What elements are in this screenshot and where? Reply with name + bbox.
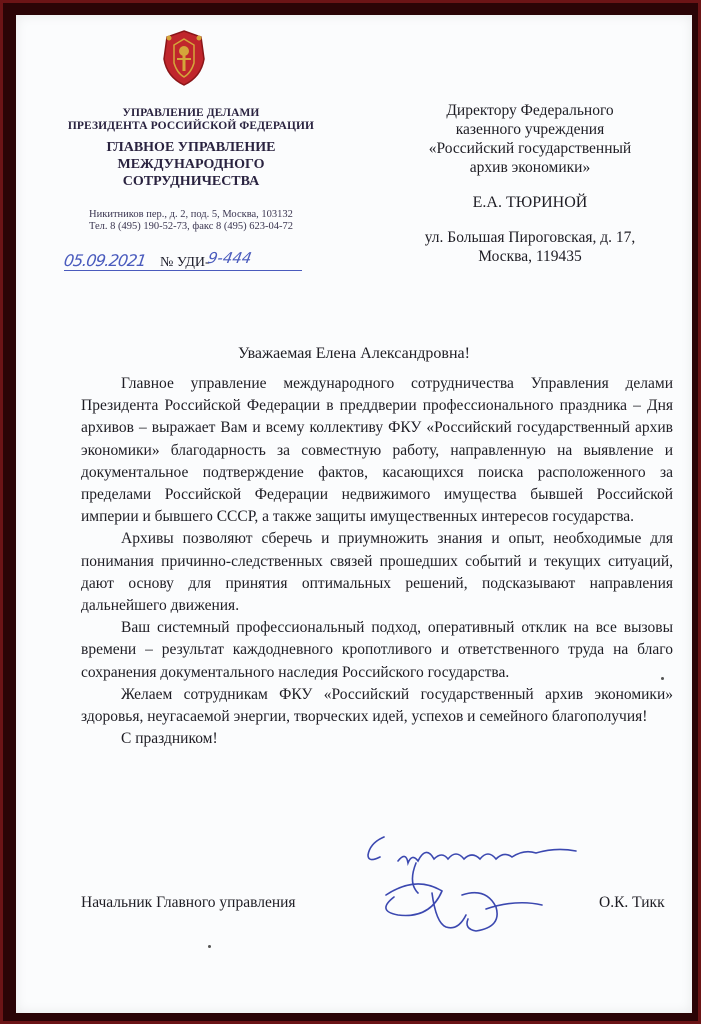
signatory-position: Начальник Главного управления — [81, 894, 296, 911]
handwritten-signature — [346, 823, 606, 943]
paper-speck — [661, 677, 664, 680]
dept-name-line3: СОТРУДНИЧЕСТВА — [122, 174, 260, 189]
registration-date: 05.09.2021 — [62, 251, 147, 270]
registration-label: № УДИ- — [160, 255, 210, 270]
recipient-block — [380, 101, 680, 266]
paragraph: Главное управление международного сотрудничества Управления делами Президента Российской Федерации в преддверии профессионального праздника – Дня архивов – выражает Вам и всему коллективу ФКУ «Российский государственный архив экономики» благодарность за совместную работу, направленную на выявление и документальное подтверждение фактов, касающихся поиска расположенного за пределами Российской Федерации недвижимого имущества бывшей Российской империи и бывшего СССР, а также защиты имущественных интересов государства. — [81, 375, 673, 526]
sender-header — [66, 107, 316, 190]
paragraph: Желаем сотрудникам ФКУ «Российский государственный архив экономики» здоровья, неугасаемой энергии, творческих идей, успехов и семейного благополучия! — [81, 685, 673, 726]
letter-body — [81, 373, 673, 750]
recipient-line1: Директору Федерального — [446, 102, 614, 119]
signatory-name: О.К. Тикк — [599, 894, 665, 911]
dept-name-line1: ГЛАВНОЕ УПРАВЛЕНИЕ — [106, 140, 276, 155]
closing-phrase: С праздником! — [121, 730, 218, 748]
paragraph: Архивы позволяют сберечь и приумножить знания и опыт, необходимые для понимания причинно-следственных связей прошедших событий и текущих ситуаций, дают основу для принятия оптимальных решений, подсказывают направления дальнейшего движения. — [81, 530, 673, 615]
salutation: Уважаемая Елена Александровна! — [238, 345, 470, 362]
emblem-icon — [161, 29, 207, 87]
dept-name-line2: МЕЖДУНАРОДНОГО — [117, 157, 265, 172]
recipient-name: Е.А. ТЮРИНОЙ — [472, 194, 588, 211]
registration-number-value: 9-444 — [206, 249, 254, 267]
org-name-line2: ПРЕЗИДЕНТА РОССИЙСКОЙ ФЕДЕРАЦИИ — [67, 120, 315, 132]
org-name-line1: УПРАВЛЕНИЕ ДЕЛАМИ — [122, 107, 260, 119]
sender-address-line1: Никитников пер., д. 2, под. 5, Москва, 103132 — [89, 209, 293, 220]
registration-number — [64, 251, 314, 273]
recipient-address-line2: Москва, 119435 — [478, 248, 582, 265]
paragraph: Ваш системный профессиональный подход, оперативный отклик на все вызовы времени – результат каждодневного кропотливого и ответственного труда на благо сохранения документального наследия Российского государства. — [81, 619, 673, 681]
paper-speck — [208, 945, 211, 948]
recipient-line3: «Российский государственный — [428, 140, 632, 157]
recipient-line4: архив экономики» — [469, 159, 591, 176]
sender-contacts-line: Тел. 8 (495) 190-52-73, факс 8 (495) 623-04-72 — [89, 221, 293, 232]
letter-page — [16, 15, 692, 1013]
recipient-line2: казенного учреждения — [455, 121, 605, 138]
sender-address — [64, 209, 318, 233]
recipient-address-line1: ул. Большая Пироговская, д. 17, — [424, 229, 636, 246]
